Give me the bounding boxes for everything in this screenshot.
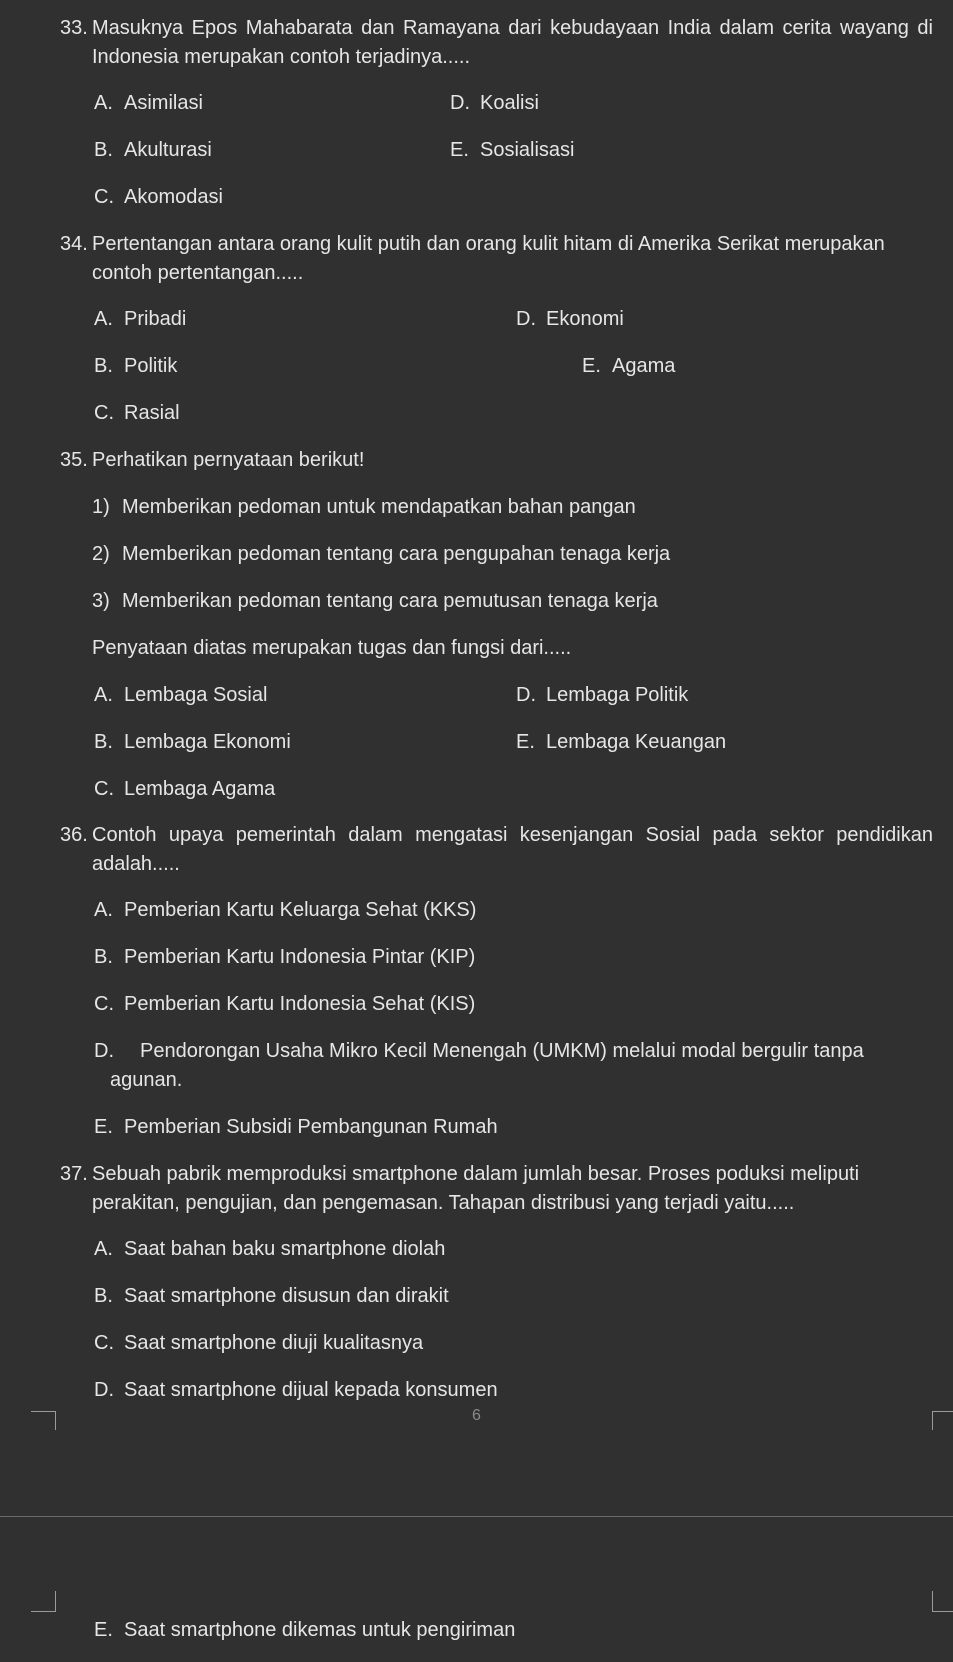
option-c: C. Akomodasi xyxy=(94,186,223,208)
option-d: D. Lembaga Politik xyxy=(516,684,689,706)
question-number: 35. xyxy=(60,449,88,471)
page-divider xyxy=(0,1516,953,1517)
question-34 xyxy=(60,230,933,288)
option-d: D. Pendorongan Usaha Mikro Kecil Menengah (UMKM) melalui modal bergulir tanpa agunan. xyxy=(94,1040,864,1091)
question-33 xyxy=(60,14,933,72)
option-c: C. Pemberian Kartu Indonesia Sehat (KIS) xyxy=(94,993,476,1015)
option-c: C. Rasial xyxy=(94,402,180,424)
crop-mark xyxy=(932,1591,953,1612)
option-c: C. Lembaga Agama xyxy=(94,778,276,800)
question-text: Contoh upaya pemerintah dalam mengatasi kesenjangan Sosial pada sektor pendidikan adalah..... xyxy=(92,824,933,875)
statement-2: 2) Memberikan pedoman tentang cara pengupahan tenaga kerja xyxy=(92,543,671,565)
statement-3: 3) Memberikan pedoman tentang cara pemutusan tenaga kerja xyxy=(92,590,658,612)
option-c: C. Saat smartphone diuji kualitasnya xyxy=(94,1332,424,1354)
option-e: E. Saat smartphone dikemas untuk pengiriman xyxy=(94,1619,516,1641)
option-b: B. Pemberian Kartu Indonesia Pintar (KIP) xyxy=(94,946,476,968)
option-b: B. Politik xyxy=(94,355,178,377)
question-text: Masuknya Epos Mahabarata dan Ramayana dari kebudayaan India dalam cerita wayang di Indonesia merupakan contoh terjadinya..... xyxy=(92,17,933,68)
option-d: D. Saat smartphone dijual kepada konsumen xyxy=(94,1379,498,1401)
option-a: A. Saat bahan baku smartphone diolah xyxy=(94,1238,446,1260)
option-b: B. Lembaga Ekonomi xyxy=(94,731,291,753)
question-36 xyxy=(60,821,933,879)
question-text: Sebuah pabrik memproduksi smartphone dalam jumlah besar. Proses poduksi meliputi perakitan, pengujian, dan pengemasan. Tahapan distribusi yang terjadi yaitu..... xyxy=(92,1163,860,1214)
question-number: 37. xyxy=(60,1163,88,1185)
question-prompt: Penyataan diatas merupakan tugas dan fungsi dari..... xyxy=(92,637,572,659)
option-e: E. Sosialisasi xyxy=(450,139,575,161)
option-a: A. Pribadi xyxy=(94,308,187,330)
page-number: 6 xyxy=(472,1407,481,1424)
option-a: A. Pemberian Kartu Keluarga Sehat (KKS) xyxy=(94,899,477,921)
question-number: 33. xyxy=(60,17,88,39)
question-35 xyxy=(60,446,933,475)
option-e: E. Agama xyxy=(582,355,676,377)
question-number: 34. xyxy=(60,233,88,255)
crop-mark xyxy=(31,1591,56,1612)
option-d: D. Ekonomi xyxy=(516,308,624,330)
question-text: Perhatikan pernyataan berikut! xyxy=(92,449,365,471)
option-e: E. Lembaga Keuangan xyxy=(516,731,727,753)
option-a: A. Asimilasi xyxy=(94,92,203,114)
option-a: A. Lembaga Sosial xyxy=(94,684,268,706)
option-b: B. Saat smartphone disusun dan dirakit xyxy=(94,1285,449,1307)
question-text: Pertentangan antara orang kulit putih dan orang kulit hitam di Amerika Serikat merupakan contoh pertentangan..... xyxy=(92,233,885,284)
option-b: B. Akulturasi xyxy=(94,139,212,161)
statement-1: 1) Memberikan pedoman untuk mendapatkan bahan pangan xyxy=(92,496,636,518)
option-d: D. Koalisi xyxy=(450,92,539,114)
question-number: 36. xyxy=(60,824,88,846)
option-e: E. Pemberian Subsidi Pembangunan Rumah xyxy=(94,1116,498,1138)
question-37 xyxy=(60,1160,933,1218)
